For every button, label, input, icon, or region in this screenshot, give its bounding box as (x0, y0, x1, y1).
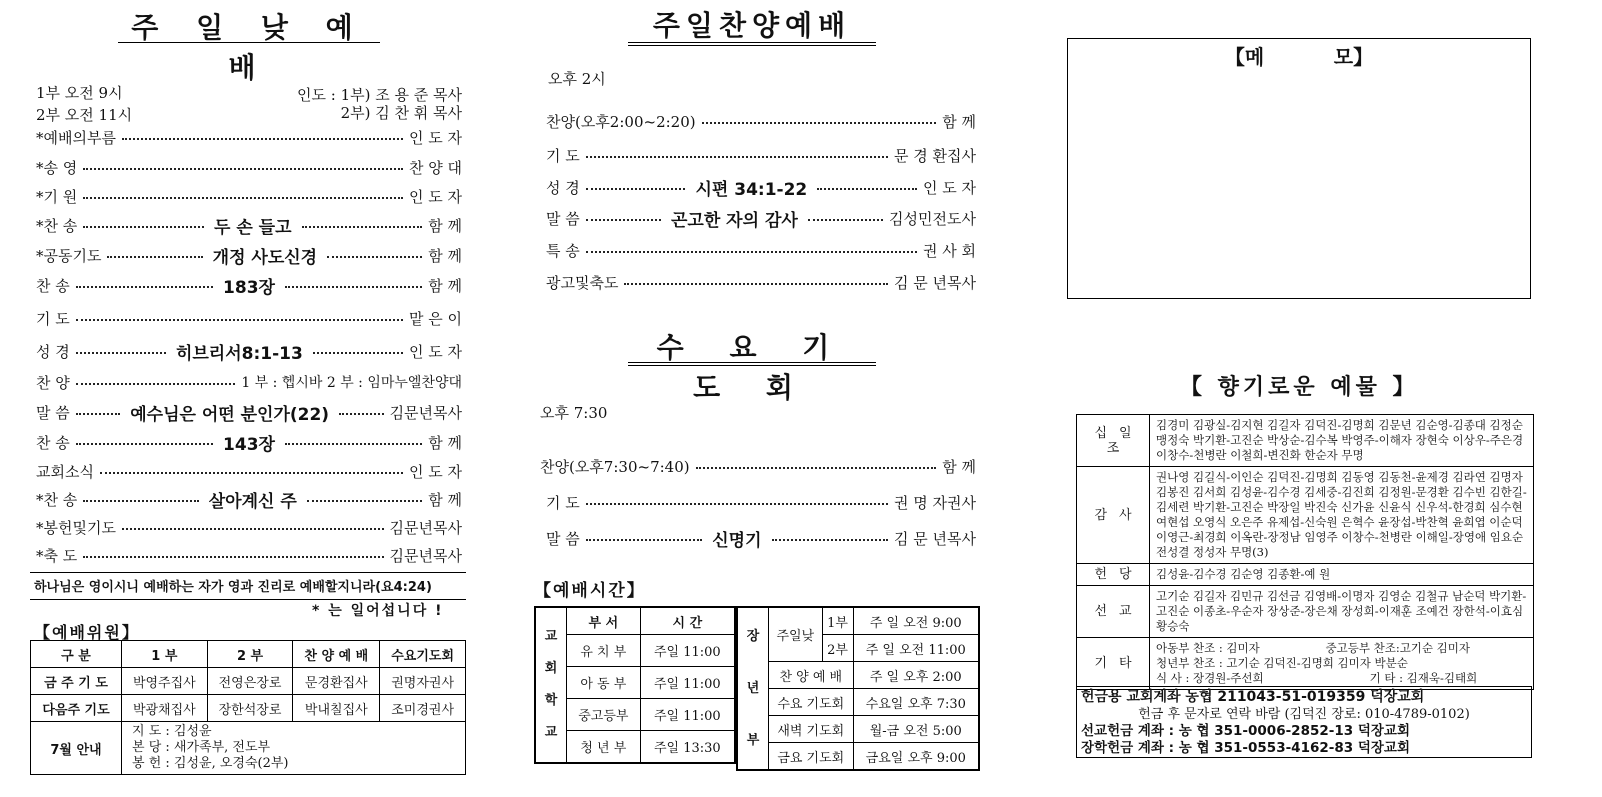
order-item: 찬양(오후7:30~7:40) 함 께 (540, 457, 976, 476)
committee-title: 【예배위원】 (34, 623, 140, 642)
order-item: *봉헌및기도 김문년목사 (36, 518, 462, 537)
school-schedule-table (534, 606, 736, 764)
order-item: 교회소식 인 도 자 (36, 462, 462, 481)
july-line: 봉 헌 : 김성윤, 오경숙(2부) (132, 756, 289, 771)
table-header: 2 부 (207, 641, 293, 668)
order-item: *찬 송 두 손 들고 함 께 (36, 216, 462, 238)
order-item: 성 경 시편 34:1-22 인 도 자 (546, 178, 976, 200)
table-row: 선교 고기순 김길자 김민규 김선금 김영배-이명자 김영순 김철규 남순덕 박기환-고진순 이종초-우순자 장상준-장은채 장성희-이재훈 조예건 장한석-이효심 황승숙 (1077, 586, 1534, 638)
table-row: 새벽 기도회 월-금 오전 5:00 (737, 716, 979, 743)
order-item: 기 도 맡 은 이 (36, 309, 462, 328)
july-notice-row: 7월 안내 지 도 : 김성윤 본 당 : 새가족부, 전도부 봉 헌 : 김성윤, 오경숙(2부) (31, 722, 466, 775)
account-note: 헌금 후 문자로 연락 바람 (김덕진 장로: 010-4789-0102) (1138, 707, 1470, 722)
table-row: 감사 권나영 김길식-이인순 김덕진-김명희 김동영 김동천-윤제경 김라연 김명자 김봉진 김서희 김성윤-김수경 김세중-김진희 김정원-문경환 김수빈 김한길-김세련 박기환-고진순 박장일 박진숙 신가윤 신윤식 신우석-한경희 심수현 여현섭 오영식 오은주 유제섭-신숙원 은혁수 윤장섭-박찬혁 윤희엽 이순덕 이영근-최경희 이옥란-장정남 임영주 이창수-천병란 이해일-장영애 임요순 전성결 정성자 무명(3) (1077, 467, 1534, 564)
order-item: *기 원 인 도 자 (36, 187, 462, 206)
wednesday-order-list (540, 455, 976, 555)
sunday-leader-1: 인도 : 1부) 조 용 준 목사 (297, 86, 462, 104)
praise-time: 오후 2시 (548, 70, 606, 88)
table-row: 청 년 부 주일 13:30 (535, 731, 735, 764)
table-row: 십일조 김경미 김광실-김지현 김길자 김덕진-김명희 김문년 김순영-김종대 김정순 맹정숙 박기환-고진순 박상순-김수복 박영주-이해자 장현숙 이상우-주은경 이창수-천병란 이철희-변진화 한순자 무명 (1077, 415, 1534, 467)
order-item: 기 도 권 명 자권사 (546, 493, 976, 512)
wednesday-service-title: 수 요 기 도 회 (628, 326, 876, 366)
offering-table (1076, 414, 1534, 690)
adult-label: 장 년 부 (737, 607, 769, 770)
july-line: 본 당 : 새가족부, 전도부 (132, 740, 271, 755)
table-row: 수요 기도회 수요일 오후 7:30 (737, 689, 979, 716)
order-item: 말 씀 곤고한 자의 감사 김성민전도사 (546, 209, 976, 231)
order-item: 특 송 권 사 회 (546, 241, 976, 260)
memo-box[interactable] (1067, 38, 1531, 299)
praise-order-list (546, 110, 976, 296)
order-item: 찬양(오후2:00~2:20) 함 께 (546, 112, 976, 131)
schedule-title: 【예배시간】 (534, 581, 646, 601)
table-header: 찬 양 예 배 (293, 641, 380, 668)
july-line: 지 도 : 김성윤 (132, 724, 212, 739)
school-label: 교 회 학 교 (535, 607, 567, 763)
table-row: 기타 아동부 찬조 : 김미자 중고등부 찬조:고기순 김미자 청년부 찬조 : 고기순 김덕진-김명희 김미자 박분순 식 사 : 장경원-주선희 기 타 : 김재욱-김태희 (1077, 638, 1534, 690)
table-row: 금요 기도회 금요일 오후 9:00 (737, 743, 979, 771)
table-row: 찬 양 예 배 주 일 오후 2:00 (737, 662, 979, 689)
order-item: 말 씀 신명기 김 문 년목사 (546, 529, 976, 551)
praise-service-title: 주일찬양예배 (628, 4, 876, 46)
memo-title: 【메 모】 (1224, 45, 1374, 69)
sunday-service-title: 주 일 낮 예 배 (118, 6, 380, 43)
account-scholarship: 장학헌금 계좌 : 농 협 351-0553-4162-83 덕장교회 (1081, 740, 1411, 756)
table-row: 헌당 김성윤-김수경 김순영 김종환-예 원 (1077, 564, 1534, 586)
committee-table (30, 640, 466, 775)
sunday-leader-2: 2부) 김 찬 휘 목사 (340, 104, 462, 122)
stand-note: * 는 일어섭니다 ! (312, 603, 444, 619)
table-row: 중고등부 주일 11:00 (535, 699, 735, 731)
account-box (1076, 686, 1532, 758)
table-row: 다음주 기도 박광채집사 장한석장로 박내칠집사 조미경권사 (31, 695, 466, 722)
account-main: 헌금용 교회계좌 농협 211043-51-019359 덕장교회 (1081, 689, 1425, 705)
order-item: *축 도 김문년목사 (36, 546, 462, 565)
order-item: 찬 송 183장 함 께 (36, 276, 463, 298)
order-item: *찬 송 살아계신 주 함 께 (36, 490, 462, 512)
table-header: 수요기도회 (380, 641, 466, 668)
order-item: *예배의부름 인 도 자 (36, 128, 462, 147)
order-item: 찬 송 143장 함 께 (36, 433, 463, 455)
adult-schedule-table: 장 년 부 주일낮 1부 주 일 오전 9:00 2부 주 일 오전 11:00 찬 양 예 배 주 일 오후 2:00 수요 기도회 수요일 오후 7:30 새벽 기도회 월-금 오전 5:00 금요 기도회 금요일 오후 9:00 (736, 606, 980, 771)
wednesday-time: 오후 7:30 (540, 404, 608, 422)
table-row: 2부 주 일 오전 11:00 (737, 635, 979, 662)
table-header: 부 서 (567, 607, 641, 635)
table-row: 금 주 기 도 박영주집사 전영은장로 문경환집사 권명자권사 (31, 668, 466, 695)
sunday-order-list (36, 126, 462, 570)
sunday-time-2: 2부 오전 11시 (36, 106, 133, 124)
offering-title: 【 향기로운 예물 】 (1180, 375, 1419, 400)
order-item: 기 도 문 경 환집사 (546, 146, 976, 165)
account-mission: 선교헌금 계좌 : 농 협 351-0006-2852-13 덕장교회 (1081, 723, 1411, 739)
order-item: 찬 양 1 부 : 헵시바 2 부 : 임마누엘찬양대 (36, 373, 462, 392)
order-item: 광고및축도 김 문 년목사 (546, 273, 976, 292)
order-item: *송 영 찬 양 대 (36, 158, 462, 177)
table-header: 구 분 (31, 641, 122, 668)
table-row: 유 치 부 주일 11:00 (535, 635, 735, 667)
verse-banner: 하나님은 영이시니 예배하는 자가 영과 진리로 예배할지니라(요4:24) (30, 572, 466, 600)
order-item: 성 경 히브리서8:1-13 인 도 자 (36, 342, 462, 364)
table-header: 시 간 (640, 607, 735, 635)
table-row: 아 동 부 주일 11:00 (535, 667, 735, 699)
order-item: *공동기도 개정 사도신경 함 께 (36, 246, 463, 268)
table-header: 1 부 (122, 641, 208, 668)
order-item: 말 씀 예수님은 어떤 분인가(22) 김문년목사 (36, 403, 463, 425)
sunday-time-1: 1부 오전 9시 (36, 84, 123, 102)
